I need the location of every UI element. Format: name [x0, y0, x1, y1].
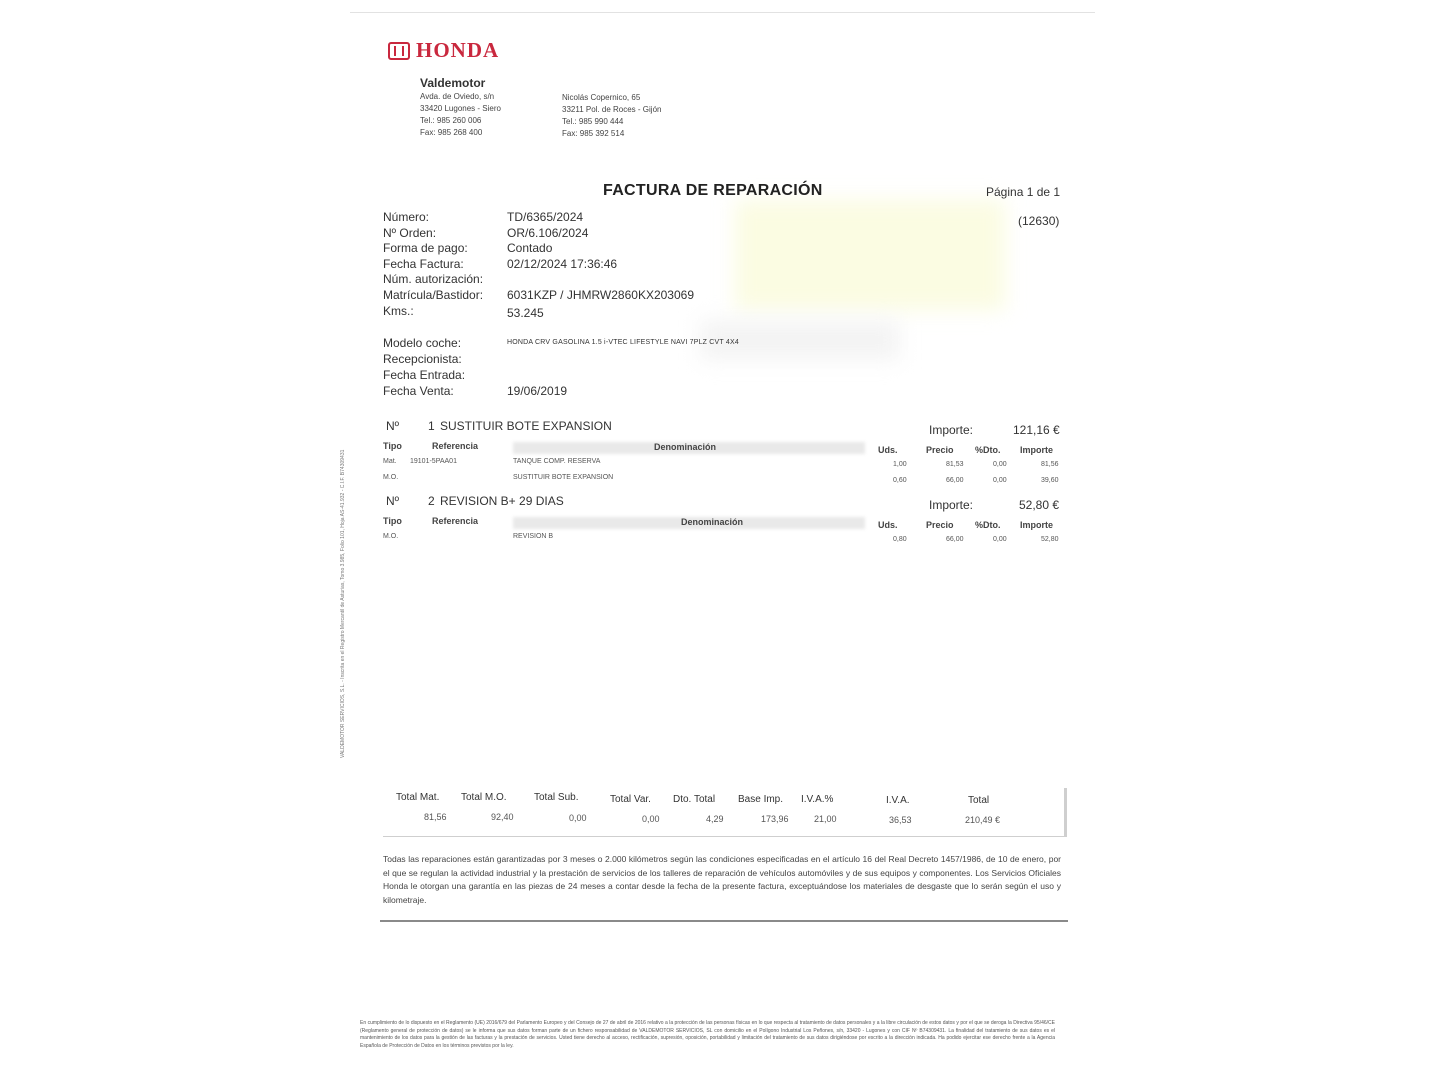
top-edge-line: [350, 12, 1095, 13]
page-number: Página 1 de 1: [986, 185, 1061, 199]
section-number: 2: [428, 494, 435, 508]
totals-header: Base Imp.: [738, 794, 784, 805]
detail-row: [383, 257, 694, 273]
section-header: [386, 494, 564, 508]
cell-uds: 0,80: [893, 536, 907, 543]
vehicle-row: [383, 383, 739, 399]
cell-den: TANQUE COMP. RESERVA: [513, 458, 601, 465]
section-no-label: Nº: [386, 494, 400, 508]
dto-total-value: 4,29: [706, 814, 724, 824]
side-registry-note: [338, 338, 358, 758]
detail-label: Fecha Factura:: [383, 256, 464, 271]
col-referencia: Referencia: [432, 516, 479, 526]
dealer-name: Valdemotor: [420, 76, 486, 90]
dealer-address-primary: [420, 75, 501, 139]
detail-label: Núm. autorización:: [383, 272, 484, 287]
cell-dto: 0,00: [993, 477, 1007, 484]
customer-code: (12630): [1018, 214, 1060, 228]
col-dto: %Dto.: [975, 445, 1001, 455]
address-line: 33211 Pol. de Roces - Gijón: [562, 105, 662, 114]
cell-precio: 66,00: [946, 477, 964, 484]
vehicle-label: Recepcionista:: [383, 352, 462, 366]
totals-header: Total M.O.: [461, 792, 507, 803]
side-registry-text: VALDEMOTOR SERVICIOS, S.L. - Inscrita en el Registro Mercantil de Asturias, Tomo 3.985, Folio 101, Hoja AS-41.932 - C.I.F. B74309431: [340, 449, 346, 758]
cell-precio: 81,53: [946, 461, 964, 468]
detail-label: Forma de pago:: [383, 241, 468, 256]
col-uds: Uds.: [878, 520, 898, 530]
vehicle-label: Fecha Entrada:: [383, 368, 466, 382]
detail-value: Contado: [507, 241, 553, 256]
cell-tipo: Mat.: [383, 458, 397, 465]
vehicle-value: 19/06/2019: [507, 384, 568, 398]
detail-row: [383, 241, 694, 257]
totals-header: I.V.A.: [886, 795, 910, 806]
detail-row: [383, 304, 694, 320]
cell-dto: 0,00: [993, 536, 1007, 543]
detail-value: 02/12/2024 17:36:46: [507, 256, 618, 271]
col-tipo: Tipo: [383, 441, 402, 451]
honda-logo: [388, 38, 499, 63]
cell-precio: 66,00: [946, 536, 964, 543]
cell-importe: 39,60: [1041, 477, 1059, 484]
col-referencia: Referencia: [432, 441, 479, 451]
totals-header: Total Sub.: [534, 792, 579, 803]
detail-row: [383, 210, 694, 226]
redacted-customer-block: [735, 200, 1005, 310]
document-title: FACTURA DE REPARACIÓN: [603, 182, 823, 199]
cell-dto: 0,00: [993, 461, 1007, 468]
vehicle-details: [383, 335, 739, 399]
totals-box: [383, 788, 1067, 837]
repair-section-2: [383, 493, 1065, 549]
vehicle-model: HONDA CRV GASOLINA 1.5 i-VTEC LIFESTYLE NAVI 7PLZ CVT 4X4: [507, 339, 739, 346]
base-imp-value: 173,96: [761, 814, 789, 824]
iva-value: 36,53: [889, 815, 912, 825]
cell-den: REVISION B: [513, 533, 554, 540]
detail-value: 53.245: [507, 305, 544, 320]
section-importe: 52,80 €: [1019, 498, 1060, 512]
vehicle-row: [383, 335, 739, 351]
totals-header: Total Var.: [610, 794, 651, 805]
totals-header: I.V.A.%: [801, 794, 834, 805]
col-denominacion: Denominación: [681, 517, 744, 527]
detail-label: Kms.:: [383, 303, 414, 318]
dealer-address-secondary: [562, 92, 661, 140]
total-mat-value: 81,56: [424, 812, 447, 822]
col-uds: Uds.: [878, 445, 898, 455]
total-sub-value: 0,00: [569, 813, 587, 823]
detail-value: 6031KZP / JHMRW2860KX203069: [507, 287, 695, 302]
iva-percent-value: 21,00: [814, 814, 837, 824]
total-value: 210,49 €: [965, 815, 1001, 825]
detail-row: [383, 288, 694, 304]
table-row: [383, 533, 1065, 545]
table-row: [383, 474, 1065, 486]
vehicle-row: [383, 351, 739, 367]
detail-value: TD/6365/2024: [507, 210, 584, 224]
col-dto: %Dto.: [975, 520, 1001, 530]
col-tipo: Tipo: [383, 516, 402, 526]
section-no-label: Nº: [386, 419, 400, 433]
cell-tipo: M.O.: [383, 533, 399, 540]
vehicle-row: [383, 367, 739, 383]
total-var-value: 0,00: [642, 814, 660, 824]
address-line: Avda. de Oviedo, s/n: [420, 92, 495, 101]
col-precio: Precio: [926, 445, 954, 455]
invoice-details: [383, 210, 694, 319]
section-importe: 121,16 €: [1013, 423, 1060, 437]
address-line: Fax: 985 268 400: [420, 128, 483, 137]
address-line: Nicolás Copernico, 65: [562, 93, 641, 102]
section-title: SUSTITUIR BOTE EXPANSION: [440, 419, 612, 433]
cell-importe: 52,80: [1041, 536, 1059, 543]
cell-importe: 81,56: [1041, 461, 1059, 468]
address-line: Fax: 985 392 514: [562, 129, 625, 138]
section-number: 1: [428, 419, 435, 433]
honda-h-mark-icon: [388, 42, 410, 60]
cell-tipo: M.O.: [383, 474, 399, 481]
address-line: Tel.: 985 260 006: [420, 116, 482, 125]
detail-label: Matrícula/Bastidor:: [383, 287, 484, 302]
cell-den: SUSTITUIR BOTE EXPANSION: [513, 474, 614, 481]
warranty-text: Todas las reparaciones están garantizadas por 3 meses o 2.000 kilómetros según las condiciones especificadas en el artículo 16 del Real Decreto 1457/1986, de 10 de enero, por el que se regulan la actividad industrial y la prestación de servicios de los talleres de reparación de vehículos automóviles y de sus equipos y componentes. Los Servicios Oficiales Honda le otorgan una garantía en las piezas de 24 meses a contar desde la fecha de la presente factura, exceptuándose los materiales de desgaste que lo serán según el uso y kilometraje.: [383, 854, 1061, 905]
privacy-notice: En cumplimiento de lo dispuesto en el Reglamento (UE) 2016/679 del Parlamento Europeo y del Consejo de 27 de abril de 2016 relativo a la protección de las personas físicas en lo que respecta al tratamiento de datos personales y a la libre circulación de estos datos y por el que se deroga la Directiva 95/46/CE (Reglamento general de protección de datos) se le informa que sus datos forman parte de un fichero responsabilidad de VALDEMOTOR SERVICIOS, SL con domicilio en el Polígono Industrial Los Peñones, s/n, 33420 - Lugones y con CIF Nº B74309431. La finalidad del tratamiento de sus datos es el mantenimiento de los datos para la gestión de las facturas y la prestación de servicios. Usted tiene derecho al acceso, rectificación, supresión, oposición, portabilidad y limitación del tratamiento de sus datos dirigiéndose por escrito a la dirección indicada. Ha podido ejercitar ese derecho frente a la Agencia Española de Protección de Datos en los términos previstos por la ley.: [360, 1020, 1055, 1049]
totals-header: Dto. Total: [673, 794, 716, 805]
detail-value: OR/6.106/2024: [507, 225, 589, 240]
address-line: 33420 Lugones - Siero: [420, 104, 501, 113]
detail-label: Nº Orden:: [383, 225, 437, 240]
col-precio: Precio: [926, 520, 954, 530]
totals-header: Total: [968, 795, 990, 806]
cell-ref: 19101-5PAA01: [410, 458, 457, 465]
col-importe: Importe: [1020, 520, 1054, 530]
totals-header: Total Mat.: [396, 792, 440, 803]
col-denominacion: Denominación: [654, 442, 717, 452]
cell-uds: 1,00: [893, 461, 907, 468]
legal-divider: [380, 920, 1068, 922]
detail-row: [383, 272, 694, 288]
col-importe: Importe: [1020, 445, 1054, 455]
section-title: REVISION B+ 29 DIAS: [440, 494, 564, 508]
repair-section-1: [383, 418, 1065, 488]
vehicle-label: Modelo coche:: [383, 336, 462, 350]
section-header: [386, 419, 612, 433]
detail-row: [383, 226, 694, 242]
cell-uds: 0,60: [893, 477, 907, 484]
table-row: [383, 458, 1065, 470]
address-line: Tel.: 985 990 444: [562, 117, 624, 126]
section-importe-label: Importe:: [929, 498, 974, 512]
section-importe-label: Importe:: [929, 423, 974, 437]
vehicle-label: Fecha Venta:: [383, 384, 454, 398]
detail-label: Número:: [383, 210, 430, 224]
honda-wordmark: HONDA: [416, 38, 500, 62]
total-mo-value: 92,40: [491, 812, 514, 822]
